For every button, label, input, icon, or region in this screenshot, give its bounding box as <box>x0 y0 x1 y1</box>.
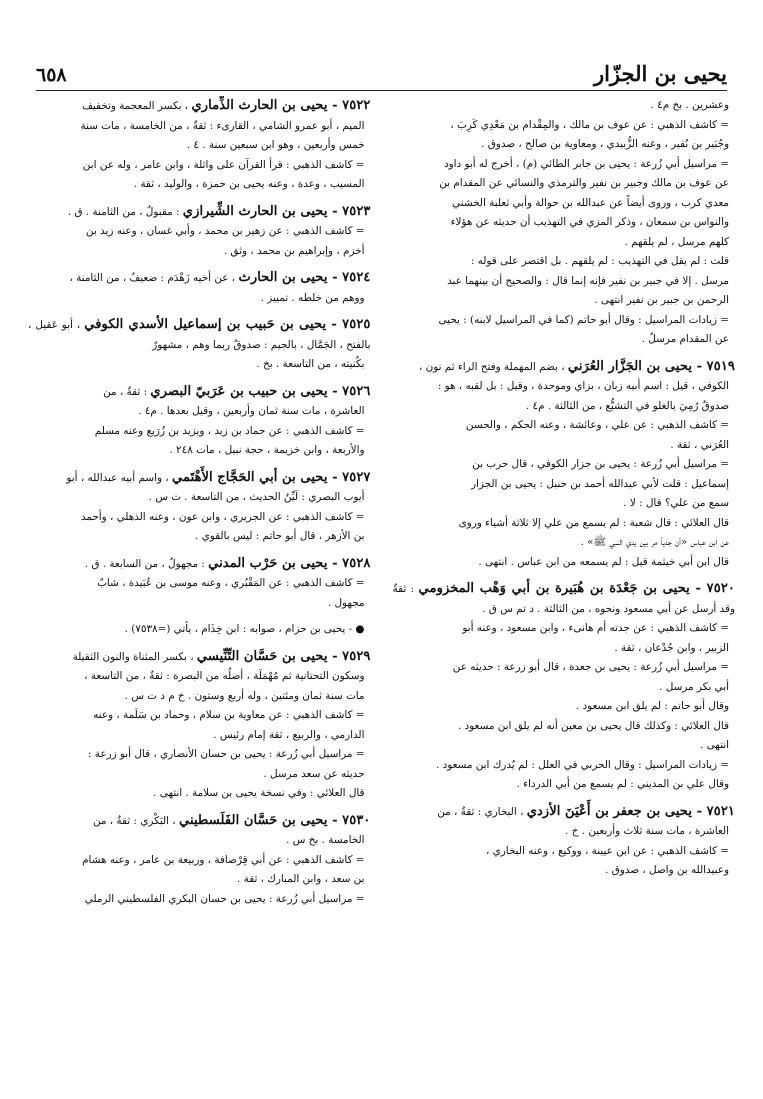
line-text: = كاشف الذهبي : عن الجريري ، وابن عون ، وعنه الذهلي ، وأحمد <box>80 510 365 523</box>
text-line <box>393 697 736 717</box>
line-text: = كاشف الذهبي : عن جدته أم هانىء ، وابن مسعود ، وعنه أبو <box>462 622 729 634</box>
line-text: صدوقٌ رُمِيَ بالغلو في التشيُّع ، من الثالثة . م٤ . <box>525 399 729 412</box>
text-line <box>28 620 371 640</box>
text-line <box>28 784 371 804</box>
line-text: وعبيدالله بن واصل ، صدوق . <box>605 864 729 876</box>
text-line <box>393 455 736 475</box>
line-text: ، واسم أبيه عبدالله ، أبو <box>66 471 169 484</box>
text-line <box>28 468 371 489</box>
line-text: ، البخاري : ثقةٌ ، من <box>437 805 524 818</box>
line-text: : مجهولٌ ، من السابعة . ق . <box>84 557 205 570</box>
line-text: = زيادات المراسيل : وقال الحربي في العلل : لم يُدرك ابن مسعود . <box>436 758 729 771</box>
text-line <box>28 726 371 746</box>
text-line <box>28 574 371 594</box>
text-line <box>28 745 371 765</box>
text-line <box>393 579 736 619</box>
line-text: الزبير ، وابن جُدْعان ، ثقة . <box>614 641 729 654</box>
text-line <box>28 355 371 375</box>
entry-heading: ٧٥٢٤ - يحيى بن الحارث <box>238 270 371 285</box>
entry-heading: ٧٥٢٨ - يحيى بن حَرْب المدني <box>208 555 371 571</box>
line-text: = كاشف الذهبي : عن ابن عيينة ، ووكيع ، وعنه البخاري ، <box>485 844 729 857</box>
line-text: وقال أبو حاتم : لم يلق ابن مسعود . <box>575 700 729 712</box>
text-line <box>28 382 371 403</box>
line-text: خمس وأربعين ، وهو ابن سبعين سنة . ٤ . <box>186 139 365 151</box>
biography-entry <box>393 802 736 881</box>
line-text: = كاشف الذهبي : قرأ القرآن على واثلة ، وابن عامر ، وله عن ابن <box>82 158 365 171</box>
biography-entry <box>28 315 371 375</box>
line-text: وعشرين . بخ م٤ . <box>650 99 729 111</box>
page-header <box>36 56 727 91</box>
line-text: ، بكسر المعجمة وتخفيف <box>82 100 189 112</box>
text-line <box>28 870 371 890</box>
text-line <box>393 619 736 639</box>
line-text: = مراسيل أبي زُرعة : يحيى بن جعدة ، قال أبو زرعة : حديثه عن <box>452 661 729 673</box>
line-text: عن عوف بن مالك وجبير بن نفير والترمذي والنسائي عن المقدام بن <box>439 177 729 189</box>
line-text: الرحمن بن جبير بن نفير انتهى . <box>594 294 729 306</box>
text-line <box>28 175 371 195</box>
text-line <box>393 514 736 534</box>
line-text: = كاشف الذهبي : عن علي ، وعائشة ، وعنه الحكم ، والحسن <box>465 419 729 431</box>
line-text: ، بكسر المثناة والنون الثقيلة <box>72 650 194 663</box>
line-text: بن سعد ، وابن المبارك ، ثقة . <box>237 873 365 885</box>
line-text: = كاشف الذهبي : عن المَقْبُري ، وعنه موسى بن عُبَيدة ، شابٌ <box>97 577 365 589</box>
text-line <box>28 222 371 242</box>
line-text: قال العلائي : وكذلك قال يحيى بن معين أنه لم يلق ابن مسعود . <box>457 719 729 732</box>
line-text: العُرَني ، ثقة . <box>670 438 729 451</box>
line-text: = كاشف الذهبي : عن زهير بن محمد ، وأبي غسان ، وعنه زيد بن <box>85 225 365 237</box>
entry-heading: ٧٥٢٠ - يحيى بن جَعْدَة بن هُبَيرة بن أبي وَهْب المخزومي <box>418 581 735 596</box>
text-line <box>28 811 371 832</box>
biography-entry <box>393 357 736 573</box>
entry-heading: ٧٥٢٩ - يحيى بن حَسَّان التِّنِّيسي <box>196 648 371 664</box>
text-line <box>28 667 371 687</box>
text-line <box>393 96 736 116</box>
line-text: = مراسيل أبي زُرعة : يحيى بن حسان الأنصاري ، قال أبو زرعة : <box>88 748 365 760</box>
text-line <box>28 851 371 871</box>
line-text: : مقبولٌ ، من الثامنة . ق . <box>67 205 180 218</box>
line-text: = كاشف الذهبي : عن معاوية بن سلام ، وحماد بن سَلَمة ، وعنه <box>93 709 365 721</box>
text-line <box>28 441 371 461</box>
text-line <box>393 861 736 881</box>
line-text: وقال علي بن المديني : لم يسمع من أبي الدرداء . <box>516 778 729 790</box>
text-line <box>393 252 736 272</box>
entry-heading: ٧٥٢٦ - يحيى بن حبيب بن عَرَبيّ البصري <box>150 383 371 399</box>
line-text: أبي بكر مرسل . <box>659 680 729 693</box>
biography-entry <box>28 554 371 614</box>
line-text: ، البَكْري : ثقةٌ ، من <box>92 814 176 827</box>
text-line <box>393 155 736 175</box>
entry-heading: ٧٥٢٢ - يحيى بن الحارث الذِّماري <box>191 98 371 113</box>
biography-entry <box>28 268 371 308</box>
text-line <box>393 802 736 823</box>
line-text: كلهم مرسل ، لم يلقهم . <box>624 235 729 248</box>
line-text: = مراسيل أبي زُرعة : يحيى بن حسان البكري الفلسطيني الرملي <box>84 892 365 905</box>
line-text: الميم ، أبو عمرو الشامي ، القارىء : ثقةٌ ، من الخامسة ، مات سنة <box>80 119 365 132</box>
line-text: : ثقةٌ ، من <box>103 385 148 398</box>
line-text: بكُنيته ، من التاسعة . بخ . <box>256 358 365 370</box>
text-line <box>28 289 371 309</box>
line-text: مرسل . إلا في جبير بن نفير فإنه إنما قال : والصحيح أن بينهما عبد <box>447 274 729 287</box>
line-text: انتهى . <box>700 739 729 751</box>
text-line <box>28 117 371 137</box>
text-line <box>393 311 736 331</box>
text-line <box>393 397 736 417</box>
line-text: = زيادات المراسيل : وقال أبو حاتم (كما في المراسيل لابنه) : يحيى <box>438 313 729 326</box>
text-line <box>393 330 736 350</box>
text-line <box>28 268 371 289</box>
text-line <box>393 194 736 214</box>
text-line <box>393 233 736 253</box>
line-text: ووهم من خلطه . تمييز . <box>260 291 365 304</box>
text-line <box>28 687 371 707</box>
biography-entry <box>393 96 736 350</box>
biography-entry <box>28 96 371 195</box>
text-columns <box>28 96 735 1085</box>
line-text: ● - يحيى بن حزام ، صوابه : ابن خِذَام ، يأتي (=٧٥٣٨) . <box>124 623 365 635</box>
text-line <box>28 831 371 851</box>
line-text: = كاشف الذهبي : عن عوف بن مالك ، والمِقْدام بن مَعْدِي كَرِبَ ، <box>450 118 729 131</box>
text-line <box>28 96 371 117</box>
text-line <box>393 775 736 795</box>
line-text: المسيب ، وعدة ، وعنه يحيى بن حمزة ، والوليد ، ثقة . <box>133 178 365 190</box>
line-text: قال العلائي : وفي نسخة يحيى بن سلامة . انتهى . <box>153 787 365 799</box>
text-line <box>393 116 736 136</box>
text-line <box>393 135 736 155</box>
line-text: والنواس بن سمعان ، وذكر المزي في التهذيب أن حديثه عن هؤلاء <box>450 216 729 228</box>
text-line <box>28 647 371 668</box>
text-line <box>393 533 736 553</box>
entry-heading: ٧٥٣٠ - يحيى بن حَسَّان الفَلَسطيني <box>178 812 371 828</box>
line-text: الكوفي ، قيل : اسم أبيه زبان ، بزاي وموحدة ، وقيل : بل لقبه ، هو : <box>437 380 729 392</box>
page-number: ٦٥٨ <box>36 64 67 86</box>
line-text: حديثه عن سعد مرسل . <box>263 767 365 780</box>
text-line <box>393 639 736 659</box>
line-text: = مراسيل أبي زُرعة : يحيى بن جابر الطائي (م) ، أخرج له أبو داود <box>444 157 729 170</box>
text-line <box>28 136 371 156</box>
entry-heading: ٧٥٢٣ - يحيى بن الحارث الشِّيرازي <box>182 203 371 219</box>
biography-entry <box>28 647 371 804</box>
line-text: = كاشف الذهبي : عن أبي قِرْصافة ، وربيعة بن عامر ، وعنه هشام <box>82 853 365 866</box>
line-text: أخزم ، وإبراهيم بن محمد ، وثق . <box>223 244 365 257</box>
entry-heading: ٧٥٢١ - يحيى بن جعفر بن أَعْيَنَ الأزدي <box>526 803 735 819</box>
text-line <box>28 527 371 547</box>
line-text: ، عن أخيه زَهْدَم : ضعيفٌ ، من الثامنة ، <box>69 272 236 284</box>
line-text: قال العلائي : قال شعبة : لم يسمع من علي إلا ثلاثة أشياء وروى <box>458 516 729 529</box>
text-line <box>28 156 371 176</box>
line-text: معدي كرب ، وروى أيضاً عن عبدالله بن حوالة وأبي ثعلبة الخشني <box>452 196 729 209</box>
text-line <box>28 242 371 262</box>
line-text: الدارمي ، والربيع ، ثقة إمام رئيس . <box>213 728 365 741</box>
line-text: العاشرة ، مات سنة ثمان وأربعين ، وقيل بعدها . م٤ . <box>138 405 365 417</box>
text-line <box>393 658 736 678</box>
line-text: سمع من علي؟ قال : لا . <box>623 497 729 509</box>
text-line <box>393 553 736 573</box>
text-line <box>393 842 736 862</box>
text-line <box>28 508 371 528</box>
entry-heading: ٧٥١٩ - يحيى بن الجَزَّار العُرَني <box>567 358 735 374</box>
text-line <box>393 416 736 436</box>
left-column <box>28 96 371 1085</box>
right-column <box>393 96 736 1085</box>
text-line <box>28 765 371 785</box>
entry-heading: ٧٥٢٥ - يحيى بن حَبيب بن إسماعيل الأسدي الكوفي <box>84 317 371 332</box>
line-text: مجهول . <box>327 596 365 609</box>
biography-entry <box>28 202 371 262</box>
biography-entry <box>28 811 371 910</box>
line-text: عن ابن عباس «أن جدياً مر بين يدي النبي ﷺ» . <box>580 536 729 548</box>
line-text: بن الأزهر ، قال أبو حاتم : ليس بالقوي . <box>195 530 365 542</box>
line-text: العاشرة ، مات سنة ثلاث وأربعين . خ . <box>565 825 729 837</box>
biography-entry <box>28 620 371 640</box>
line-text: أيوب البصري : لَيِّنُ الحديث ، من التاسعة . ت س . <box>148 491 365 503</box>
biography-entry <box>28 382 371 461</box>
text-line <box>393 377 736 397</box>
text-line <box>28 554 371 575</box>
text-line <box>393 756 736 776</box>
text-line <box>28 402 371 422</box>
text-line <box>393 475 736 495</box>
line-text: وسكون التحتانية ثم مُهْمَلَة ، أصلُه من البصرة : ثقةٌ ، من التاسعة ، <box>84 670 365 682</box>
biography-entry <box>28 468 371 547</box>
text-line <box>393 678 736 698</box>
text-line <box>28 315 371 355</box>
text-line <box>393 272 736 292</box>
entry-heading: ٧٥٢٧ - يحيى بن أبي الحَجَّاج الأَهْتَمي <box>171 469 371 485</box>
text-line <box>28 202 371 223</box>
text-line <box>393 717 736 737</box>
text-line <box>393 213 736 233</box>
text-line <box>393 494 736 514</box>
text-line <box>393 822 736 842</box>
line-text: مات سنة ثمان ومئتين ، وله أربع وستون . خ م د ت س . <box>124 689 365 702</box>
line-text: وجُبَير بن نُفير ، وعنه الزُّبيدي ، ومعاوية بن صالح ، صدوق . <box>481 138 729 150</box>
text-line <box>393 357 736 378</box>
line-text: قال ابن أبي خيثمة قيل : لم يسمعه من ابن عباس . انتهى . <box>478 555 729 568</box>
text-line <box>28 422 371 442</box>
line-text: ، أبو عَقيل ، بالفتح ، الجَمَّال ، بالجيم : صدوقٌ ربما وهم ، مشهورٌ <box>28 319 371 351</box>
line-text: = مراسيل أبي زُرعة : يحيى بن جزار الكوفي ، قال حرب بن <box>472 458 729 470</box>
text-line <box>28 890 371 910</box>
line-text: والأربعة ، وابن خزيمة ، حجة نبيل ، مات ٢٤٨ . <box>169 444 365 456</box>
text-line <box>393 736 736 756</box>
text-line <box>28 706 371 726</box>
text-line <box>28 488 371 508</box>
text-line <box>393 291 736 311</box>
biography-entry <box>393 579 736 795</box>
running-head: يحيى بن الجزّار <box>593 61 727 86</box>
line-text: ، بضم المهملة وفتح الراء ثم نون ، <box>418 360 565 373</box>
text-line <box>393 174 736 194</box>
line-text: قلت : لم يقل في التهذيب : لم يلقهم . بل اقتصر على قوله : <box>470 255 729 267</box>
line-text: إسماعيل : قلت لأبي عبدالله أحمد بن حنبل : يحيى بن الجزار <box>471 477 729 490</box>
line-text: : ثقةٌ وقد أرسل عن أبي مسعود ونحوه ، من الثالثة . د تم س ق . <box>392 583 735 615</box>
text-line <box>393 436 736 456</box>
line-text: الخامسة . بخ س . <box>286 834 365 846</box>
line-text: = كاشف الذهبي : عن حماد بن زيد ، ويزيد بن زُرَيع وعنه مسلم <box>94 424 365 437</box>
line-text: عن المقدام مرسلٌ . <box>641 333 729 345</box>
text-line <box>28 594 371 614</box>
